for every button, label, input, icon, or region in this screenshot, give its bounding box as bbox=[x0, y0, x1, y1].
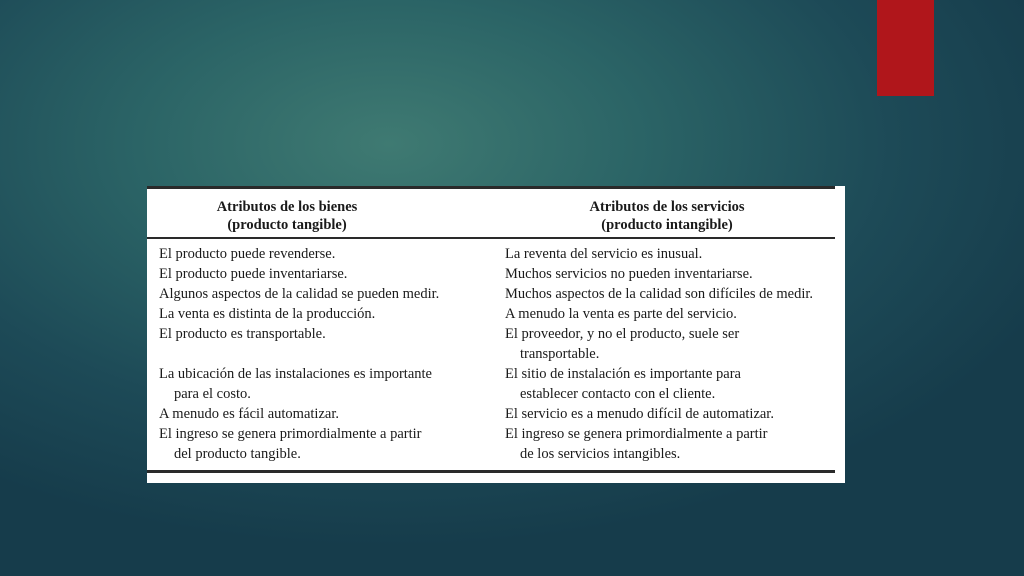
services-row: El proveedor, y no el producto, suele ser transportable. bbox=[505, 326, 740, 362]
goods-row: La ubicación de las instalaciones es importante para el costo. bbox=[159, 366, 432, 402]
goods-column bbox=[159, 244, 489, 464]
goods-row: El producto es transportable. bbox=[159, 326, 326, 342]
goods-column-header bbox=[167, 198, 407, 234]
table-bottom-rule bbox=[147, 470, 835, 473]
services-row: La reventa del servicio es inusual. bbox=[505, 246, 703, 262]
services-column bbox=[505, 244, 840, 464]
goods-header-line1: Atributos de los bienes bbox=[216, 199, 358, 215]
goods-row: A menudo es fácil automatizar. bbox=[159, 406, 339, 422]
table-header-rule bbox=[147, 237, 835, 239]
goods-row: El producto puede revenderse. bbox=[159, 246, 336, 262]
comparison-table bbox=[147, 186, 845, 483]
services-row: El sitio de instalación es importante para establecer contacto con el cliente. bbox=[505, 366, 741, 402]
services-row: El servicio es a menudo difícil de automatizar. bbox=[505, 406, 774, 422]
services-header-line2: (producto intangible) bbox=[601, 217, 733, 233]
row-spacer bbox=[159, 344, 489, 364]
services-column-header bbox=[532, 198, 802, 234]
goods-row: Algunos aspectos de la calidad se pueden medir. bbox=[159, 286, 440, 302]
services-row: El ingreso se genera primordialmente a partir de los servicios intangibles. bbox=[505, 426, 768, 462]
goods-row: La venta es distinta de la producción. bbox=[159, 306, 376, 322]
table-top-rule bbox=[147, 186, 835, 189]
services-row: Muchos aspectos de la calidad son difíciles de medir. bbox=[505, 286, 814, 302]
red-accent-bar bbox=[877, 0, 934, 96]
services-row: Muchos servicios no pueden inventariarse. bbox=[505, 266, 753, 282]
goods-row: El ingreso se genera primordialmente a partir del producto tangible. bbox=[159, 426, 422, 462]
goods-row: El producto puede inventariarse. bbox=[159, 266, 348, 282]
services-header-line1: Atributos de los servicios bbox=[589, 199, 745, 215]
services-row: A menudo la venta es parte del servicio. bbox=[505, 306, 737, 322]
goods-header-line2: (producto tangible) bbox=[227, 217, 347, 233]
